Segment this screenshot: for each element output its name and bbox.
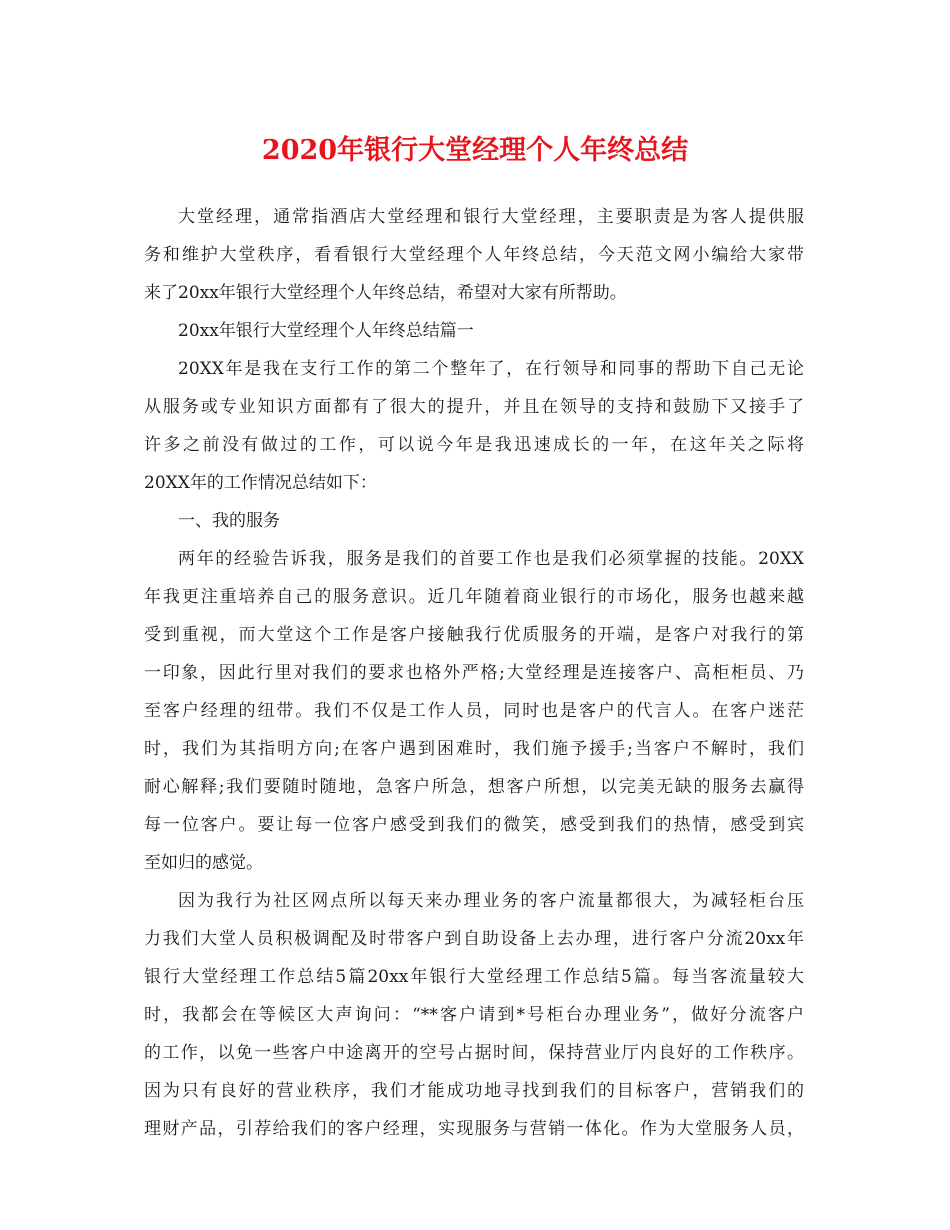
paragraph-line: 因为我行为社区网点所以每天来办理业务的客户流量都很大，为减轻柜台压	[178, 891, 804, 911]
paragraph-line: 耐心解释;我们要随时随地，急客户所急，想客户所想，以完美无缺的服务去赢得	[144, 777, 804, 797]
paragraph-line: 力我们大堂人员积极调配及时带客户到自助设备上去办理，进行客户分流20xx年	[144, 929, 804, 949]
section-heading: 一、我的服务	[178, 511, 280, 531]
paragraph-line: 从服务或专业知识方面都有了很大的提升，并且在领导的支持和鼓励下又接手了	[144, 397, 804, 417]
paragraph-line: 时，我都会在等候区大声询问：“**客户请到*号柜台办理业务”，做好分流客户	[144, 1005, 804, 1025]
paragraph-line: 大堂经理，通常指酒店大堂经理和银行大堂经理，主要职责是为客人提供服	[178, 207, 804, 227]
paragraph-line: 20XX年的工作情况总结如下：	[144, 473, 377, 493]
paragraph-line: 银行大堂经理工作总结5篇20xx年银行大堂经理工作总结5篇。每当客流量较大	[144, 967, 804, 987]
paragraph-line: 年我更注重培养自己的服务意识。近几年随着商业银行的市场化，服务也越来越	[144, 587, 804, 607]
paragraph-line: 每一位客户。要让每一位客户感受到我们的微笑，感受到我们的热情，感受到宾	[144, 815, 804, 835]
paragraph-line: 许多之前没有做过的工作，可以说今年是我迅速成长的一年，在这年关之际将	[144, 435, 804, 455]
document-title: 2020年银行大堂经理个人年终总结	[261, 135, 689, 166]
paragraph-line: 理财产品，引荐给我们的客户经理，实现服务与营销一体化。作为大堂服务人员，	[144, 1119, 804, 1139]
paragraph-line: 的工作，以免一些客户中途离开的空号占据时间，保持营业厅内良好的工作秩序。	[144, 1043, 804, 1063]
paragraph-line: 20XX年是我在支行工作的第二个整年了，在行领导和同事的帮助下自己无论	[178, 359, 804, 379]
paragraph-line: 至客户经理的纽带。我们不仅是工作人员，同时也是客户的代言人。在客户迷茫	[144, 701, 804, 721]
paragraph-line: 至如归的感觉。	[144, 853, 263, 873]
paragraph-line: 受到重视，而大堂这个工作是客户接触我行优质服务的开端，是客户对我行的第	[144, 625, 804, 645]
paragraph-line: 务和维护大堂秩序，看看银行大堂经理个人年终总结，今天范文网小编给大家带	[144, 245, 804, 265]
paragraph-line: 两年的经验告诉我，服务是我们的首要工作也是我们必须掌握的技能。20XX	[178, 549, 804, 569]
section-heading: 20xx年银行大堂经理个人年终总结篇一	[178, 321, 474, 341]
paragraph-line: 因为只有良好的营业秩序，我们才能成功地寻找到我们的目标客户，营销我们的	[144, 1081, 804, 1101]
paragraph-line: 时，我们为其指明方向;在客户遇到困难时，我们施予援手;当客户不解时，我们	[144, 739, 804, 759]
paragraph-line: 来了20xx年银行大堂经理个人年终总结，希望对大家有所帮助。	[144, 283, 627, 303]
paragraph-line: 一印象，因此行里对我们的要求也格外严格;大堂经理是连接客户、高柜柜员、乃	[144, 663, 804, 683]
